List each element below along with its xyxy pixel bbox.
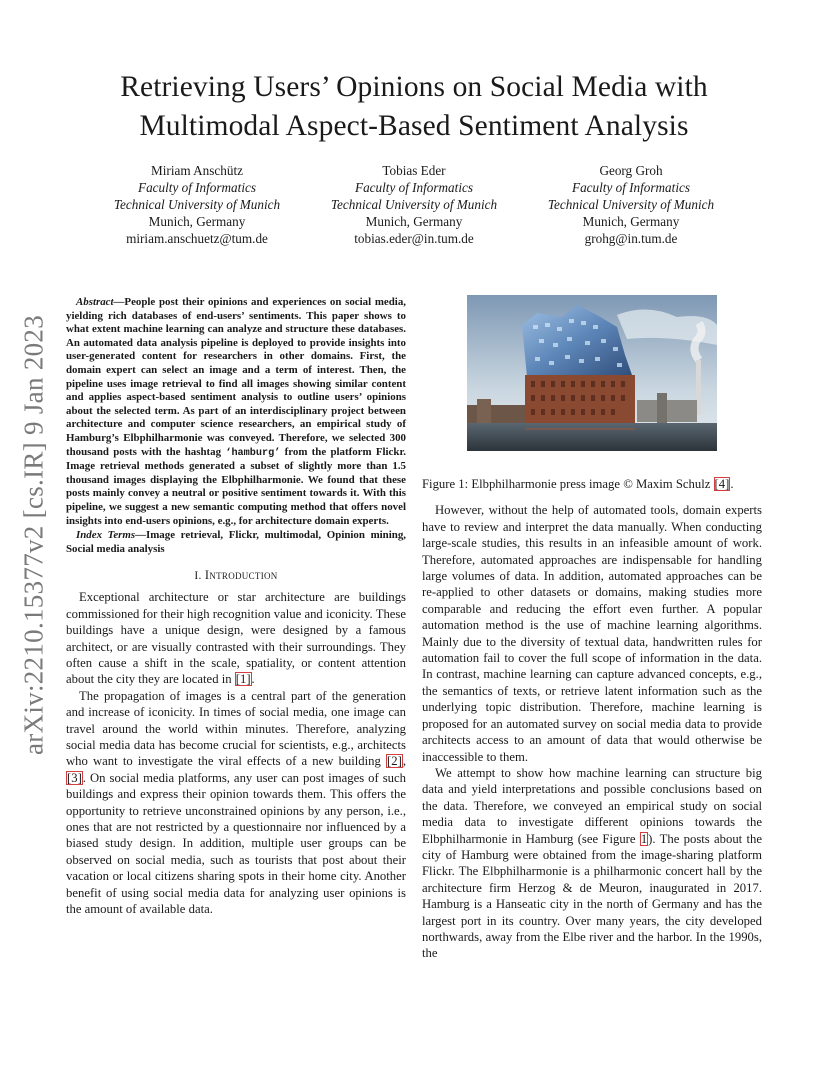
index-terms-label: Index Terms <box>76 529 136 542</box>
right-paragraph-1: However, without the help of automated tools, domain experts have to review and interpret the data manually. When conducting large-scale studies, this results in an infeasible amount of work. Therefore, automated approaches are indispensable for handling large volumes of data. In addition, automated approaches can be re-applied to other datasets or domains, making studies more comparable and reducing the effort even further. A popular automation method is the use of machine learning algorithms. Mainly due to the diversity of textual data, handwritten rules for automation fail to cover the full scope of information in the data. In contrast, machine learning can capture advanced concepts, e.g., the semantics of texts, or retrieve latent information such as the underlying topic distribution. Therefore, machine learning is proposed for an automated survey on social media data to provide architects access to an amount of data that would otherwise be inaccessible to them. <box>422 503 762 764</box>
author-university: Technical University of Munich <box>113 197 281 212</box>
left-buildings <box>467 405 525 425</box>
author-1 <box>92 162 302 247</box>
author-university: Technical University of Munich <box>547 197 715 212</box>
title-line-1: Retrieving Users’ Opinions on Social Media with <box>120 71 708 103</box>
paragraph-text: ). The posts about the city of Hamburg were obtained from the image-sharing platform Flickr. The Elbphilharmonie is a philharmonic concert hall by the architecture firm Herzog & de Meuron, inaugurated in 2017. Hamburg is a Hanseatic city in the north of Germany and has the largest port in its country. Over many years, the city developed northwards, away from the Elbe river and the harbor. In the 1990s, the <box>422 831 762 961</box>
section-number: I. <box>194 570 202 583</box>
elbphilharmonie-image <box>467 295 717 451</box>
paragraph-text: Exceptional architecture or star architecture are buildings commissioned for their high recognition value and iconicity. These buildings have a unique design, were designed by a famous architect, or are visually contrasted with their surroundings. They often cause a shift in the scale, spatiality, or content attention about the city they are located in <box>66 590 406 687</box>
intro-paragraph-1 <box>66 589 406 687</box>
author-name: Tobias Eder <box>382 163 446 178</box>
paragraph-text: . On social media platforms, any user can post images of such buildings and express their opinion towards them. This offers the opportunity to retrieve unconstrained opinions by any person, i.e., ones that are not restricted by a questionnaire nor influenced by a biased study design. In addition, multiple user groups can be observed on social media, such as tourists that post about their vacation or local citizens sharing spots in their home city. Another benefit of using social media data for analyzing user opinions is the amount of available data. <box>66 770 406 916</box>
section-title: Introduction <box>204 568 278 583</box>
abstract-text-b: from the platform Flickr. Image retrieval methods generated a subset of slightly more than 1.5 thousand images displaying the Elbphilharmonie. We found that these posts mainly convey a neutral or positive sentiment towards it. With this pipeline, we suggest a new semantic computing method that offers novel insights into end-users opinions, e.g., for architecture domain experts. <box>66 445 406 527</box>
arxiv-identifier: arXiv:2210.15377v2 [cs.IR] 9 Jan 2023 <box>18 314 49 756</box>
intro-paragraph-2 <box>66 688 406 918</box>
figure-1-caption <box>422 476 762 492</box>
author-name: Miriam Anschütz <box>151 163 243 178</box>
author-email: grohg@in.tum.de <box>584 231 678 246</box>
caption-text: . <box>730 477 734 491</box>
citation-link[interactable]: [2] <box>387 754 402 769</box>
index-terms-text: —Image retrieval, Flickr, multimodal, Opinion mining, Social media analysis <box>66 529 406 555</box>
author-2 <box>309 162 519 247</box>
author-university: Technical University of Munich <box>330 197 498 212</box>
paragraph-text: We attempt to show how machine learning can structure big data and yield interpretations and possible conclusions based on the data. Therefore, we conveyed an empirical study on social media data to investigate different opinions towards the Elbphilharmonie in Hamburg (see Figure <box>422 765 762 846</box>
river <box>467 423 717 451</box>
abstract-label: Abstract <box>76 296 114 308</box>
figure-1-elbphilharmonie-photo <box>467 295 717 451</box>
right-column <box>422 476 762 962</box>
right-body <box>422 502 762 961</box>
arxiv-stamp <box>12 300 56 770</box>
author-department: Faculty of Informatics <box>572 180 690 195</box>
paragraph-text: The propagation of images is a central part of the generation and increase of iconicity. In times of social media, one image can travel around the world within minutes. Therefore, analyzing social media data has become crucial for scientists, e.g., architects who want to investigate the viral effects of a new building <box>66 688 406 769</box>
left-column <box>66 296 406 917</box>
author-name: Georg Groh <box>599 163 663 178</box>
author-block <box>0 162 828 252</box>
abstract-hashtag: ‘hamburg’ <box>225 447 281 459</box>
author-email: tobias.eder@in.tum.de <box>354 231 474 246</box>
introduction-body <box>66 589 406 917</box>
author-department: Faculty of Informatics <box>138 180 256 195</box>
paragraph-text: , <box>402 754 406 769</box>
author-department: Faculty of Informatics <box>355 180 473 195</box>
title-line-2: Multimodal Aspect-Based Sentiment Analysis <box>139 110 689 142</box>
author-3 <box>526 162 736 247</box>
citation-link[interactable]: [3] <box>67 770 82 785</box>
author-city: Munich, Germany <box>365 214 463 229</box>
author-city: Munich, Germany <box>582 214 680 229</box>
abstract <box>66 296 406 556</box>
abstract-text-a: —People post their opinions and experiences on social media, yielding rich databases of end-users’ sentiments. This paper shows to what extent machine learning can analyze and structure these databases. An automated data analysis pipeline is deployed to provide insights into user-generated content for researchers in other domains. First, the domain expert can select an image and a term of interest. Then, the pipeline uses image retrieval to find all images showing similar content and applies aspect-based sentiment analysis to outline users’ opinions about the selected term. As part of an interdisciplinary project between architecture and computer science researchers, an empirical study of Hamburg’s Elbphilharmonie was conveyed. Therefore, we selected 300 thousand posts with the hashtag <box>66 296 406 458</box>
right-paragraph-2 <box>422 765 762 962</box>
author-city: Munich, Germany <box>148 214 246 229</box>
author-email: miriam.anschuetz@tum.de <box>126 231 268 246</box>
citation-link[interactable]: [4] <box>714 477 730 491</box>
citation-link[interactable]: [1] <box>235 672 251 687</box>
abstract-paragraph <box>66 296 406 528</box>
section-heading-introduction <box>66 568 406 583</box>
paper-title <box>40 68 788 146</box>
figure-reference-link[interactable]: 1 <box>640 831 648 846</box>
paragraph-text: . <box>251 672 255 687</box>
caption-text: Figure 1: Elbphilharmonie press image © Maxim Schulz <box>422 477 714 491</box>
index-terms <box>66 529 406 556</box>
